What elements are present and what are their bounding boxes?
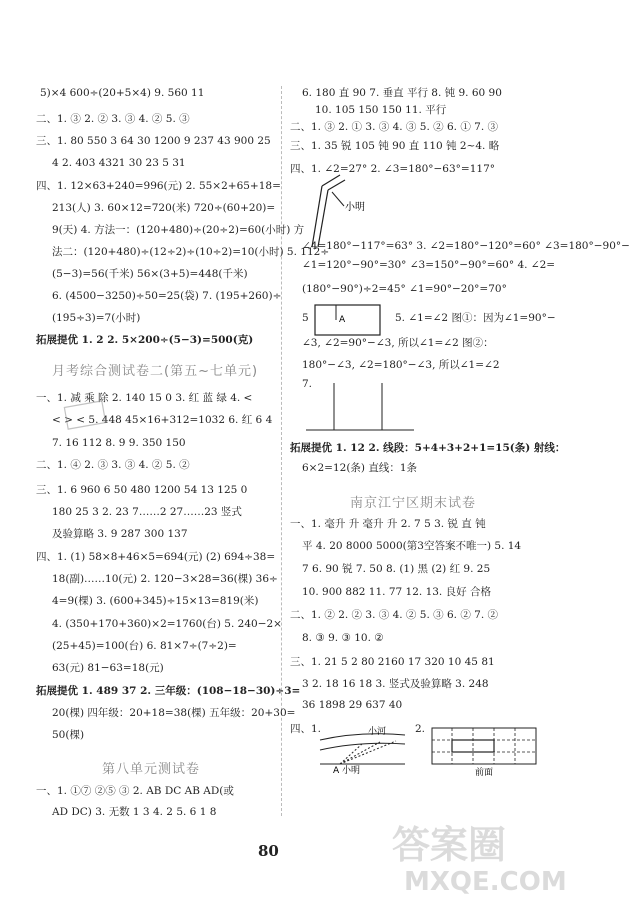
- figure-label: A 小明: [333, 766, 361, 776]
- answer-line: (25+45)=100(台) 6. 81×7÷(7÷2)=: [52, 640, 237, 652]
- answer-line: 7.: [302, 378, 313, 390]
- figure-label: 前面: [475, 768, 494, 778]
- answer-line: 180°−∠3, ∠2=180°−∠3, 所以∠1=∠2: [302, 359, 500, 371]
- answer-line: 三、1. 35 锐 105 钝 90 直 110 钝 2~4. 略: [290, 140, 500, 152]
- answer-line: 一、1. 减 乘 除 2. 140 15 0 3. 红 蓝 绿 4. <: [36, 392, 253, 404]
- figure-rectangle-a: [310, 300, 390, 340]
- answer-line: 50(棵): [52, 729, 85, 741]
- answer-line: 一、1. 毫升 升 毫升 升 2. 7 5 3. 锐 直 钝: [290, 518, 486, 530]
- answer-line: ∠4=180°−117°=63° 3. ∠2=180°−120°=60° ∠3=180°−90°−: [302, 240, 630, 252]
- extension-answers: 拓展提优 1. 489 37 2. 三年级：(108−18−30)÷3=: [36, 685, 301, 697]
- answer-line: 三、1. 80 550 3 64 30 1200 9 237 43 900 25: [36, 135, 271, 147]
- answer-line: 二、1. ③ 2. ② 3. ③ 4. ② 5. ③: [36, 113, 190, 125]
- answer-line: 5: [302, 312, 309, 324]
- figure-river-path: [300, 726, 410, 774]
- answer-line: 63(元) 81−63=18(元): [52, 662, 164, 674]
- answer-line: 5. ∠1=∠2 图①：因为∠1=90°−: [395, 312, 556, 324]
- answer-line: (180°−90°)÷2=45° ∠1=90°−20°=70°: [302, 283, 507, 295]
- answer-line: 20(棵) 四年级：20+18=38(棵) 五年级：20+30=: [52, 707, 296, 719]
- answer-line: 6. (4500−3250)÷50=25(袋) 7. (195+260)÷: [52, 290, 282, 302]
- answer-line: 平 4. 20 8000 5000(第3空答案不唯一) 5. 14: [302, 540, 522, 552]
- answer-line: 及验算略 3. 9 287 300 137: [52, 528, 188, 540]
- answer-line: 7 6. 90 锐 7. 50 8. (1) 黑 (2) 红 9. 25: [302, 563, 491, 575]
- stamp-icon: [60, 400, 110, 430]
- answer-line: AD DC) 3. 无数 1 3 4. 2 5. 6 1 8: [52, 806, 217, 818]
- figure-grid-front: [430, 726, 540, 776]
- answer-line: 10. 900 882 11. 77 12. 13. 良好 合格: [302, 586, 491, 598]
- answer-line: ∠1=120°−90°=30° ∠3=150°−90°=60° 4. ∠2=: [302, 259, 556, 271]
- answer-line: 180 25 3 2. 23 7……2 27……23 竖式: [52, 506, 242, 518]
- answer-line: 36 1898 29 637 40: [302, 699, 403, 711]
- answer-line: 7. 16 112 8. 9 9. 350 150: [52, 437, 186, 449]
- answer-line: < > < 5. 448 45×16+312=1032 6. 红 6 4: [52, 414, 273, 426]
- answer-line: (5−3)=56(千米) 56×(3+5)=448(千米): [52, 268, 248, 280]
- extension-answers: 拓展提优 1. 2 2. 5×200÷(5−3)=500(克): [36, 334, 254, 346]
- answer-line: 二、1. ③ 2. ① 3. ③ 4. ③ 5. ② 6. ① 7. ③: [290, 121, 499, 133]
- answer-line: 5)×4 600÷(20+5×4) 9. 560 11: [40, 87, 205, 99]
- figure-label: 小河: [368, 727, 387, 737]
- watermark-logo-icon: [380, 812, 567, 897]
- answer-line: 四、1. ∠2=27° 2. ∠3=180°−63°=117°: [290, 163, 496, 175]
- section-heading: 月考综合测试卷二(第五~七单元): [52, 364, 259, 379]
- svg-text:答案圈: 答案圈: [392, 823, 507, 867]
- page-number: 80: [258, 842, 279, 860]
- answer-line: 6×2=12(条) 直线：1条: [302, 462, 418, 474]
- answer-line: 二、1. ② 2. ② 3. ③ 4. ② 5. ③ 6. ② 7. ②: [290, 609, 499, 621]
- answer-line: 三、1. 21 5 2 80 2160 17 320 10 45 81: [290, 656, 495, 668]
- answer-line: 9(天) 4. 方法一：(120+480)÷(20÷2)=60(小时) 方: [52, 224, 305, 236]
- answer-line: 6. 180 直 90 7. 垂直 平行 8. 钝 9. 60 90: [302, 87, 502, 99]
- svg-text:MXQE.COM: MXQE.COM: [404, 867, 567, 897]
- answer-line: 4 2. 403 4321 30 23 5 31: [52, 157, 186, 169]
- figure-label: 小明: [345, 202, 365, 213]
- answer-line: 四、1. 12×63+240=996(元) 2. 55×2+65+18=: [36, 180, 281, 192]
- extension-answers: 拓展提优 1. 12 2. 线段：5+4+3+2+1=15(条) 射线：: [290, 442, 566, 454]
- answer-line: 四、1. (1) 58×8+46×5=694(元) (2) 694÷38=: [36, 551, 276, 563]
- section-heading: 南京江宁区期末试卷: [350, 496, 477, 511]
- figure-label: A: [339, 315, 346, 325]
- answer-line: 4=9(棵) 3. (600+345)÷15×13=819(米): [52, 595, 259, 607]
- answer-line: 三、1. 6 960 6 50 480 1200 54 13 125 0: [36, 484, 248, 496]
- answer-line: 法二：(120+480)÷(12÷2)÷(10÷2)=10(小时) 5. 112÷: [52, 246, 330, 258]
- answer-line: 18(副)……10(元) 2. 120−3×28=36(棵) 36÷: [52, 573, 278, 585]
- section-heading: 第八单元测试卷: [102, 762, 201, 777]
- answer-line: (195÷3)=7(小时): [52, 312, 141, 324]
- answer-line: 二、1. ④ 2. ③ 3. ③ 4. ② 5. ②: [36, 459, 190, 471]
- figure-parallel-lines: [300, 380, 420, 436]
- answer-line: 四、1.: [290, 723, 322, 735]
- answer-line: 10. 105 150 150 11. 平行: [315, 104, 447, 116]
- answer-line: 3 2. 18 16 18 3. 竖式及验算略 3. 248: [302, 678, 489, 690]
- answer-line: 4. (350+170+360)×2=1760(台) 5. 240−2×: [52, 618, 282, 630]
- answer-line: 2.: [415, 723, 426, 735]
- answer-line: 一、1. ①⑦ ②⑤ ③ 2. AB DC AB AD(或: [36, 785, 234, 797]
- answer-line: 8. ③ 9. ③ 10. ②: [302, 632, 384, 644]
- answer-line: ∠3, ∠2=90°−∠3, 所以∠1=∠2 图②：: [302, 337, 494, 349]
- answer-line: 213(人) 3. 60×12=720(米) 720÷(60+20)=: [52, 202, 276, 214]
